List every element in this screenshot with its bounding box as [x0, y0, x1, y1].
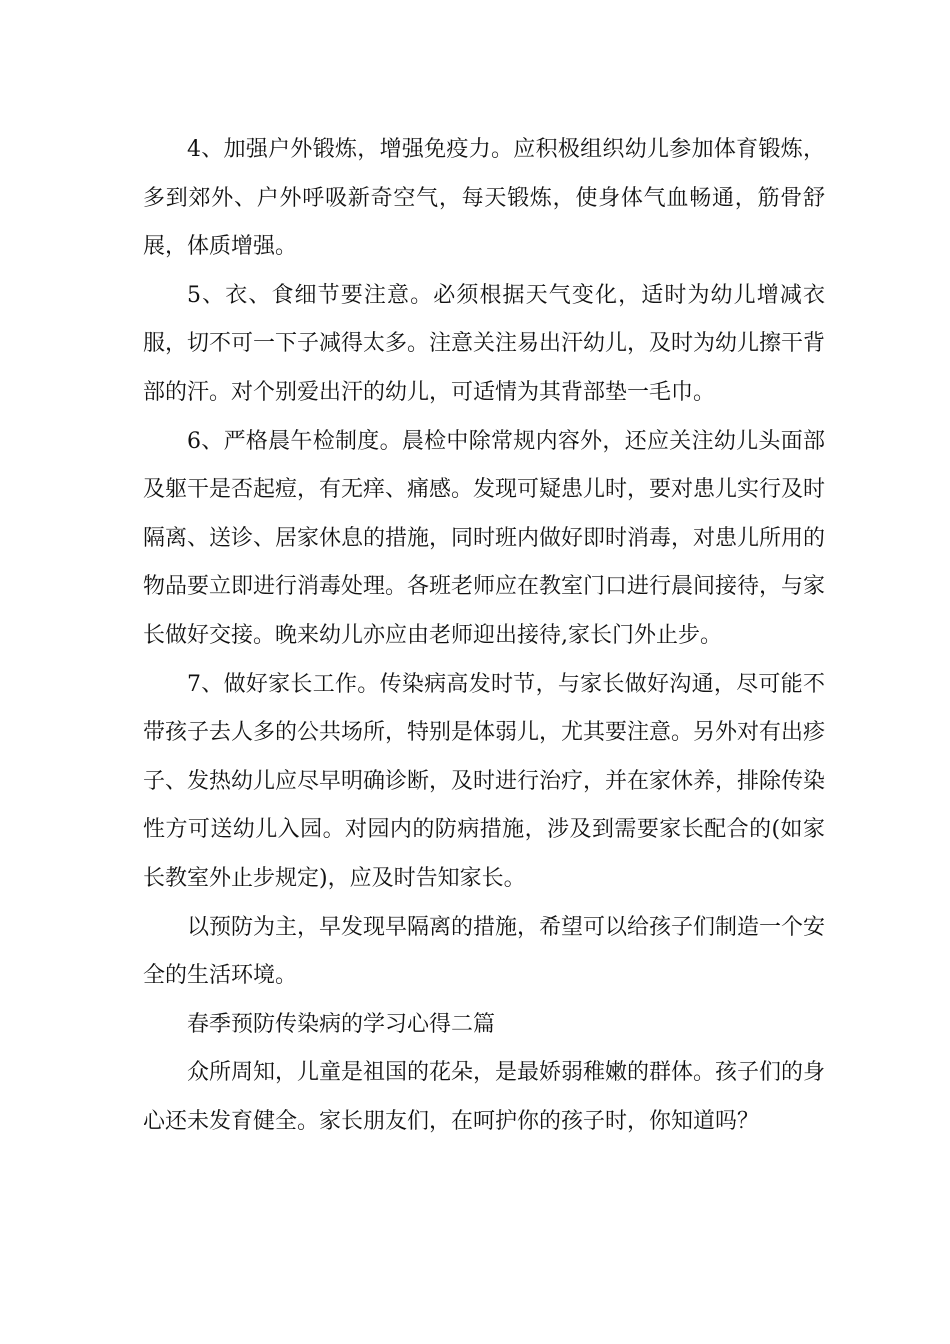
- paragraph-parent-work: 7、做好家长工作。传染病高发时节，与家长做好沟通，尽可能不带孩子去人多的公共场所，特别是体弱儿，尤其要注意。另外对有出疹子、发热幼儿应尽早明确诊断，及时进行治疗，并在家休养，排除传染性方可送幼儿入园。对园内的防病措施，涉及到需要家长配合的(如家长教室外止步规定)，应及时告知家长。: [143, 671, 826, 891]
- paragraph-clothing-food: 5、衣、食细节要注意。必须根据天气变化，适时为幼儿增减衣服，切不可一下子减得太多。注意关注易出汗幼儿，及时为幼儿擦干背部的汗。对个别爱出汗的幼儿，可适情为其背部垫一毛巾。: [143, 282, 826, 405]
- paragraph-intro: 众所周知，儿童是祖国的花朵，是最娇弱稚嫩的群体。孩子们的身心还未发育健全。家长朋友们，在呵护你的孩子时，你知道吗？: [143, 1060, 826, 1134]
- document-body: [143, 126, 825, 1146]
- paragraph-outdoor-exercise: 4、加强户外锻炼，增强免疫力。应积极组织幼儿参加体育锻炼，多到郊外、户外呼吸新奇空气，每天锻炼，使身体气血畅通，筋骨舒展，体质增强。: [143, 137, 825, 260]
- paragraph-prevention-summary: 以预防为主，早发现早隔离的措施，希望可以给孩子们制造一个安全的生活环境。: [143, 914, 826, 989]
- paragraph-health-check: 6、严格晨午检制度。晨检中除常规内容外，还应关注幼儿头面部及躯干是否起痘，有无痒、痛感。发现可疑患儿时，要对患儿实行及时隔离、送诊、居家休息的措施，同时班内做好即时消毒，对患儿所用的物品要立即进行消毒处理。各班老师应在教室门口进行晨间接待，与家长做好交接。晚来幼儿亦应由老师迎出接待,家长门外止步。: [143, 428, 826, 648]
- section-title: 春季预防传染病的学习心得二篇: [187, 1011, 496, 1037]
